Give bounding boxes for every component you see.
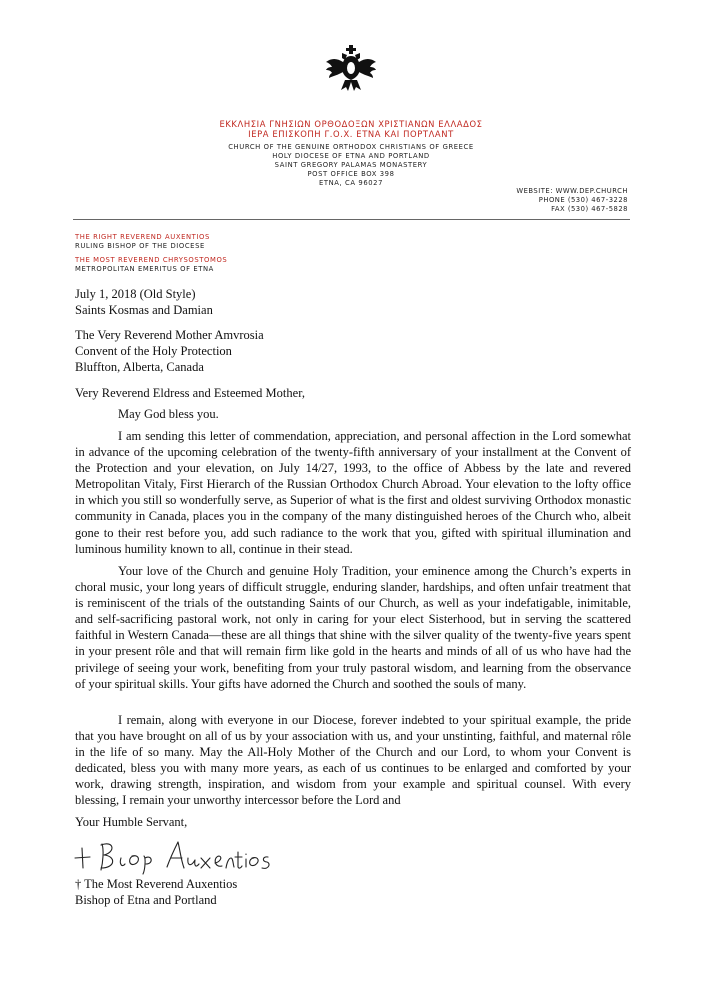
signer-title: Bishop of Etna and Portland bbox=[75, 893, 217, 907]
hierarch-2-title: THE MOST REVEREND CHRYSOSTOMOS bbox=[75, 256, 228, 264]
website-text: WEBSITE: WWW.DEP.CHURCH bbox=[516, 187, 628, 195]
recipient-line-2: Convent of the Holy Protection bbox=[75, 344, 232, 358]
fax-text: FAX (530) 467-5828 bbox=[551, 205, 628, 213]
hierarch-1-role: RULING BISHOP OF THE DIOCESE bbox=[75, 242, 205, 250]
letterhead-line-monastery: SAINT GREGORY PALAMAS MONASTERY bbox=[274, 161, 428, 169]
hierarch-1-title: THE RIGHT REVEREND AUXENTIOS bbox=[75, 233, 210, 241]
paragraph-3 bbox=[75, 712, 631, 809]
letterhead-line-diocese: HOLY DIOCESE OF ETNA AND PORTLAND bbox=[272, 152, 430, 160]
handwritten-signature bbox=[70, 834, 270, 876]
blessing-line: May God bless you. bbox=[118, 407, 219, 421]
hierarch-2-role: METROPOLITAN EMERITUS OF ETNA bbox=[75, 265, 214, 273]
letterhead-divider bbox=[73, 219, 630, 220]
letterhead-line-pobox: POST OFFICE BOX 398 bbox=[307, 170, 395, 178]
recipient-line-1: The Very Reverend Mother Amvrosia bbox=[75, 328, 264, 342]
letterhead-line-church: CHURCH OF THE GENUINE ORTHODOX CHRISTIANS OF GREECE bbox=[228, 143, 474, 151]
letter-date: July 1, 2018 (Old Style) bbox=[75, 287, 196, 301]
paragraph-1 bbox=[75, 428, 631, 557]
recipient-line-3: Bluffton, Alberta, Canada bbox=[75, 360, 204, 374]
paragraph-2-text: Your love of the Church and genuine Holy Tradition, your eminence among the Church’s experts in choral music, your long years of difficult struggle, enduring slander, hardships, and often unfair treatment that is reminiscent of the trials of the outstanding Saints of our Church, as well as your indefatigable, inimitable, and self-sacrificing pastoral work, not only in caring for your elect Sisterhood, but in serving the scattered faithful in Western Canada—these are all things that shine with the silver quality of the twenty-five years spent in your present rôle and that will remain firm like gold in the hearts and minds of all of us who have had the privilege of seeing your work, benefiting from your truly pastoral wisdom, and learning from the observance of your spiritual skills. Your gifts have adorned the Church and soothed the souls of many. bbox=[75, 564, 631, 691]
letterhead-line-city: ETNA, CA 96027 bbox=[318, 179, 384, 187]
paragraph-1-text: I am sending this letter of commendation, appreciation, and personal affection in the Lord somewhat in advance of the upcoming celebration of the twenty-fifth anniversary of your installment at the Convent of the Protection and your elevation, on July 14/27, 1993, to the office of Abbess by the late and revered Metropolitan Vitaly, First Hierarch of the Russian Orthodox Church Abroad. Your elevation to the lofty office in which you still so wonderfully serve, as Superior of what is the first and oldest surviving Orthodox monastic community in Canada, places you in the company of the many distinguished heroes of the Church who, albeit gone to their rest before you, add such radiance to the work that you, gifted with spiritual illumination and luminous humility known to all, continue in their stead. bbox=[75, 429, 631, 556]
paragraph-2 bbox=[75, 563, 631, 692]
double-headed-eagle-icon bbox=[325, 44, 377, 94]
greek-diocese-name: ΙΕΡΑ ΕΠΙΣΚΟΠΗ Γ.Ο.Χ. ΕΤΝΑ ΚΑΙ ΠΟΡΤΛΑΝΤ bbox=[248, 129, 454, 139]
signer-name: † The Most Reverend Auxentios bbox=[75, 877, 238, 891]
phone-text: PHONE (530) 467-3228 bbox=[538, 196, 628, 204]
greek-church-name: ΕΚΚΛΗΣΙΑ ΓΝΗΣΙΩΝ ΟΡΘΟΔΟΞΩΝ ΧΡΙΣΤΙΑΝΩΝ ΕΛΛΑΔΟΣ bbox=[219, 119, 483, 129]
letter-feast: Saints Kosmas and Damian bbox=[75, 303, 213, 317]
closing: Your Humble Servant, bbox=[75, 815, 188, 829]
salutation: Very Reverend Eldress and Esteemed Mother, bbox=[75, 386, 305, 400]
paragraph-3-text: I remain, along with everyone in our Diocese, forever indebted to your spiritual example, the pride that you have brought on all of us by your association with us, and your unstinting, faithful, and maternal rôle in the life of so many. May the All-Holy Mother of the Church and our Lord, to whom your Convent is dedicated, bless you with many more years, as each of us continues to be enlarged and comforted by your work, drawing strength, inspiration, and wisdom from your example and spiritual counsel. With every blessing, I remain your unworthy intercessor before the Lord and bbox=[75, 713, 631, 808]
